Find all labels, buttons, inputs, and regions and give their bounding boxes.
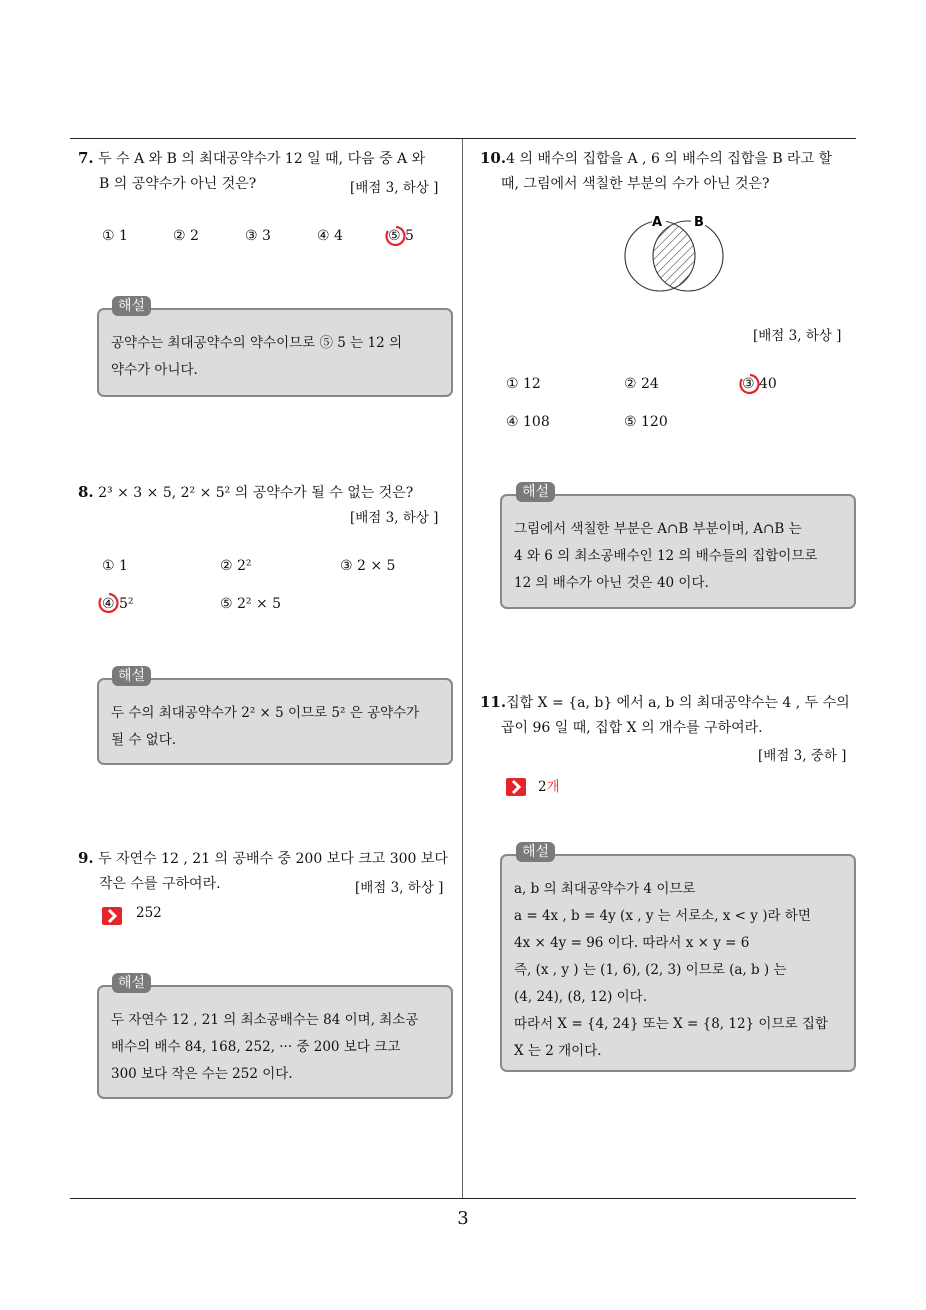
answer — [538, 775, 560, 795]
explanation-line: 12 의 배수가 아닌 것은 40 이다. — [514, 575, 709, 591]
choice-2[interactable]: ② 2 — [173, 228, 199, 244]
question-11 — [480, 690, 850, 741]
explanation-box — [97, 308, 453, 397]
red-circle-mark-icon — [98, 592, 120, 614]
explanation-box — [97, 678, 453, 765]
answer-unit: 개 — [546, 779, 560, 795]
question-number: 9. — [78, 849, 94, 867]
red-circle-mark-icon — [739, 373, 761, 395]
explanation-box — [500, 494, 856, 609]
question-text: 때, 그림에서 색칠한 부분의 수가 아닌 것은? — [501, 176, 770, 192]
question-text: 두 자연수 12 , 21 의 공배수 중 200 보다 크고 300 보다 — [98, 851, 448, 867]
chevron-right-icon — [506, 778, 526, 796]
explanation-line: 두 수의 최대공약수가 2² × 5 이므로 5² 은 공약수가 — [111, 705, 420, 721]
explanation-line: 즉, (x , y ) 는 (1, 6), (2, 3) 이므로 (a, b ) 는 — [514, 962, 787, 978]
choice-4[interactable]: ④ 108 — [506, 414, 550, 430]
question-number: 8. — [78, 483, 94, 501]
choice-4[interactable]: ④ 4 — [317, 228, 343, 244]
explanation-line: 두 자연수 12 , 21 의 최소공배수는 84 이며, 최소공 — [111, 1012, 419, 1028]
score-meta: [배점 3, 하상 ] — [350, 180, 439, 196]
score-meta: [배점 3, 하상 ] — [350, 510, 439, 526]
explanation-line: 될 수 없다. — [111, 732, 177, 748]
choice-1[interactable]: ① 1 — [102, 228, 128, 244]
choice-5[interactable]: ⑤ 120 — [624, 414, 668, 430]
explanation-line: 따라서 X = {4, 24} 또는 X = {8, 12} 이므로 집합 — [514, 1016, 828, 1032]
choice-2[interactable]: ② 2² — [220, 558, 252, 574]
question-number: 11. — [480, 693, 507, 711]
explanation-tag: 해설 — [112, 666, 151, 686]
page-number: 3 — [457, 1208, 469, 1229]
explanation-box — [97, 985, 453, 1099]
choice-3[interactable]: ③ 40 — [742, 376, 777, 392]
choice-4[interactable]: ④ 5² — [102, 596, 134, 612]
top-rule — [70, 138, 856, 139]
question-number: 10. — [480, 149, 507, 167]
explanation-line: 4 와 6 의 최소공배수인 12 의 배수들의 집합이므로 — [514, 548, 818, 564]
choice-1[interactable]: ① 12 — [506, 376, 541, 392]
explanation-line: a = 4x , b = 4y (x , y 는 서로소, x < y )라 하면 — [514, 908, 811, 924]
answer-number: 2 — [538, 779, 547, 795]
explanation-line: a, b 의 최대공약수가 4 이므로 — [514, 881, 696, 897]
column-divider — [462, 139, 463, 1199]
explanation-line: X 는 2 개이다. — [514, 1043, 602, 1059]
question-number: 7. — [78, 149, 94, 167]
question-text: 집합 X = {a, b} 에서 a, b 의 최대공약수는 4 , 두 수의 — [506, 695, 850, 711]
question-text: 4 의 배수의 집합을 A , 6 의 배수의 집합을 B 라고 할 — [506, 151, 833, 167]
venn-diagram — [618, 210, 730, 294]
choice-3[interactable]: ③ 2 × 5 — [340, 558, 396, 574]
choice-5[interactable]: ⑤ 5 — [388, 228, 414, 244]
choice-3[interactable]: ③ 3 — [245, 228, 271, 244]
explanation-tag: 해설 — [516, 842, 555, 862]
choice-5[interactable]: ⑤ 2² × 5 — [220, 596, 282, 612]
explanation-box — [500, 854, 856, 1072]
explanation-line: 4x × 4y = 96 이다. 따라서 x × y = 6 — [514, 935, 750, 951]
answer: 252 — [136, 905, 162, 921]
question-text: B 의 공약수가 아닌 것은? — [99, 176, 257, 192]
question-text: 곱이 96 일 때, 집합 X 의 개수를 구하여라. — [501, 720, 763, 736]
score-meta: [배점 3, 중하 ] — [758, 748, 847, 764]
question-10 — [480, 146, 832, 197]
score-meta: [배점 3, 하상 ] — [753, 328, 842, 344]
explanation-line: 300 보다 작은 수는 252 이다. — [111, 1066, 293, 1082]
red-circle-mark-icon — [385, 225, 407, 247]
choice-1[interactable]: ① 1 — [102, 558, 128, 574]
question-8 — [78, 480, 413, 506]
score-meta: [배점 3, 하상 ] — [355, 880, 444, 896]
explanation-line: 공약수는 최대공약수의 약수이므로 ⑤ 5 는 12 의 — [111, 335, 403, 351]
explanation-tag: 해설 — [516, 482, 555, 502]
bottom-rule — [70, 1198, 856, 1199]
explanation-line: 약수가 아니다. — [111, 362, 198, 378]
venn-label-b: B — [694, 215, 704, 230]
explanation-tag: 해설 — [112, 973, 151, 993]
chevron-right-icon — [102, 907, 122, 925]
question-text: 작은 수를 구하여라. — [99, 876, 221, 892]
venn-label-a: A — [652, 215, 663, 230]
question-text: 두 수 A 와 B 의 최대공약수가 12 일 때, 다음 중 A 와 — [98, 151, 426, 167]
explanation-line: 배수의 배수 84, 168, 252, ··· 중 200 보다 크고 — [111, 1039, 401, 1055]
explanation-tag: 해설 — [112, 296, 151, 316]
explanation-line: (4, 24), (8, 12) 이다. — [514, 989, 648, 1005]
choice-2[interactable]: ② 24 — [624, 376, 659, 392]
explanation-line: 그림에서 색칠한 부분은 A∩B 부분이며, A∩B 는 — [514, 521, 802, 537]
question-text: 2³ × 3 × 5, 2² × 5² 의 공약수가 될 수 없는 것은? — [98, 485, 414, 501]
